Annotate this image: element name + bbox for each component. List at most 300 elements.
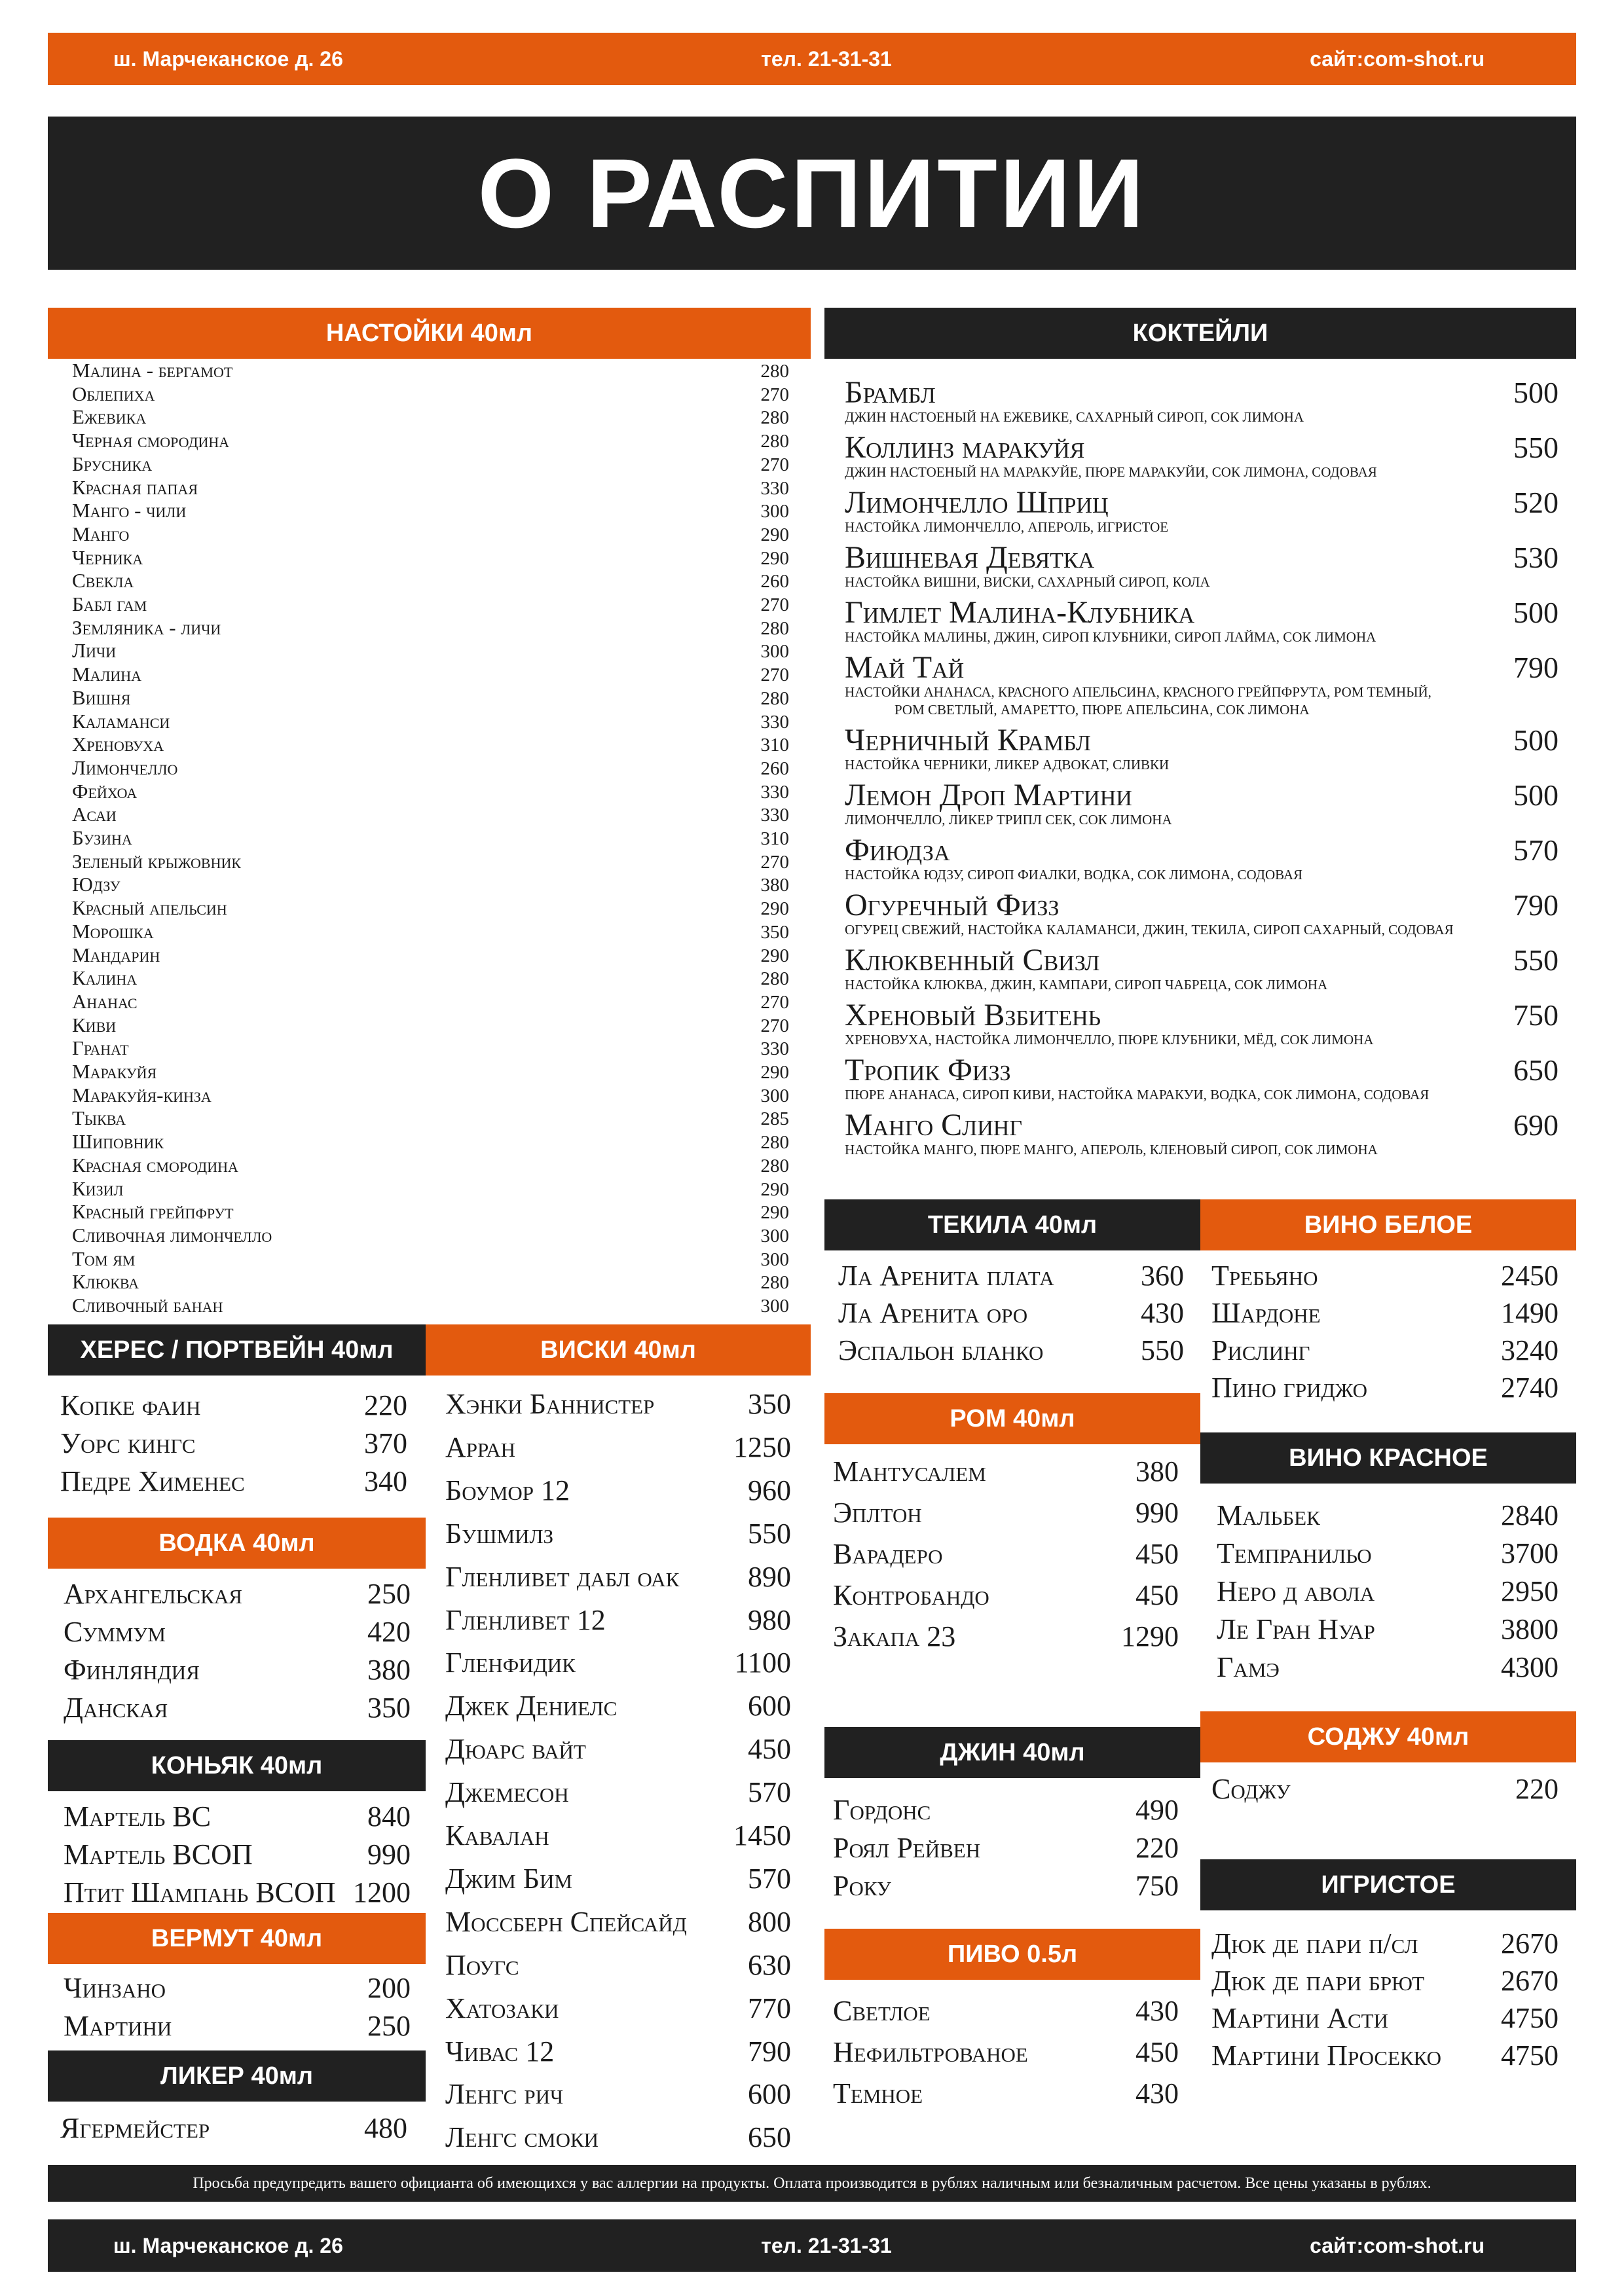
liker-list	[60, 2109, 407, 2155]
item-name: Асаи	[72, 803, 117, 826]
item-price: 350	[748, 1388, 791, 1420]
item-price: 220	[1135, 1832, 1179, 1864]
item-name: Пино гриджо	[1211, 1372, 1368, 1404]
item-name: Бузина	[72, 826, 132, 849]
item-price: 270	[760, 1015, 789, 1036]
menu-item	[64, 1874, 411, 1912]
item-name: Малина	[72, 663, 142, 686]
cocktail-name: Коллинз маракуйя	[845, 430, 1085, 465]
cocktail-price: 690	[1513, 1108, 1559, 1142]
item-name: Маракуйя-кинза	[72, 1083, 212, 1106]
cocktail-description: РОМ СВЕТЛЫЙ, АМАРЕТТО, ПЮРЕ АПЕЛЬСИНА, СОК ЛИМОНА	[895, 702, 1310, 718]
menu-item	[64, 1613, 411, 1651]
site-link[interactable]: сайт:com-shot.ru	[1310, 2233, 1485, 2257]
item-price: 250	[367, 2010, 411, 2042]
menu-item	[838, 1294, 1184, 1332]
item-name: Каламанси	[72, 709, 170, 733]
menu-item	[1217, 1573, 1559, 1611]
item-price: 285	[760, 1108, 789, 1130]
menu-item	[72, 452, 789, 477]
cocktail-name: Тропик Физз	[845, 1053, 1011, 1087]
vermut-list	[64, 1969, 411, 2048]
item-price: 550	[1141, 1334, 1184, 1366]
item-name: Данская	[64, 1692, 168, 1724]
item-name: Ягермейстер	[60, 2112, 210, 2144]
menu-item	[64, 2007, 411, 2045]
menu-item	[72, 803, 789, 828]
menu-item	[833, 1533, 1179, 1575]
menu-item	[72, 522, 789, 547]
item-price: 3700	[1501, 1537, 1559, 1569]
item-price: 1450	[733, 1819, 791, 1851]
item-price: 600	[748, 1690, 791, 1722]
item-name: Личи	[72, 639, 117, 663]
item-name: Педре Хименес	[60, 1465, 245, 1497]
nastoyki-list	[72, 359, 789, 1318]
item-name: Птит Шампань ВСОП	[64, 1876, 336, 1908]
menu-item	[64, 1969, 411, 2007]
menu-item	[72, 616, 789, 641]
menu-item	[72, 990, 789, 1015]
item-price: 800	[748, 1905, 791, 1938]
item-price: 450	[748, 1733, 791, 1766]
item-price: 380	[760, 875, 789, 896]
item-name: Гамэ	[1217, 1651, 1280, 1683]
item-price: 290	[760, 524, 789, 545]
konyak-header: КОНЬЯК 40мл	[48, 1740, 426, 1791]
item-price: 220	[364, 1389, 407, 1421]
menu-item	[72, 1177, 789, 1202]
menu-item	[72, 1224, 789, 1248]
item-name: Мандарин	[72, 943, 160, 966]
item-name: Мартини Просекко	[1211, 2039, 1441, 2071]
item-name: Мартини	[64, 2010, 172, 2042]
item-price: 1250	[733, 1430, 791, 1463]
menu-item	[72, 780, 789, 805]
item-name: Манго	[72, 522, 130, 545]
menu-item	[1217, 1611, 1559, 1649]
cocktail-price: 550	[1513, 943, 1559, 977]
address-text: ш. Марчеканское д. 26	[113, 2233, 343, 2257]
cocktail-price: 750	[1513, 998, 1559, 1032]
menu-item	[72, 499, 789, 524]
tekila-header: ТЕКИЛА 40мл	[824, 1199, 1200, 1250]
cocktail-name: Вишневая Девятка	[845, 540, 1095, 575]
cocktail-name: Май Тай	[845, 650, 965, 685]
menu-item	[445, 1857, 791, 1901]
item-name: Вишня	[72, 685, 131, 709]
menu-item	[445, 1426, 791, 1469]
item-price: 220	[1515, 1773, 1559, 1805]
footer-note-bar	[48, 2165, 1576, 2202]
cocktail-description: ДЖИН НАСТОЕНЫЙ НА МАРАКУЙЕ, ПЮРЕ МАРАКУЙИ, СОК ЛИМОНА, СОДОВАЯ	[845, 464, 1377, 480]
menu-item	[833, 2073, 1179, 2114]
cocktail-description: ДЖИН НАСТОЕНЫЙ НА ЕЖЕВИКЕ, САХАРНЫЙ СИРОП, СОК ЛИМОНА	[845, 409, 1304, 425]
item-price: 270	[760, 665, 789, 686]
item-name: Мантусалем	[833, 1455, 986, 1487]
item-name: Кизил	[72, 1176, 124, 1200]
item-price: 330	[760, 781, 789, 803]
item-price: 280	[760, 1272, 789, 1294]
menu-item	[72, 686, 789, 711]
item-name: Эспальон бланко	[838, 1334, 1044, 1366]
item-name: Кавалан	[445, 1819, 549, 1851]
item-name: Ла Аренита оро	[838, 1297, 1028, 1329]
menu-item	[72, 966, 789, 991]
menu-item	[445, 1944, 791, 1987]
item-price: 360	[1141, 1260, 1184, 1292]
item-name: Мартель ВС	[64, 1800, 212, 1832]
cocktail-name: Манго Слинг	[845, 1108, 1022, 1142]
item-name: Гранат	[72, 1036, 129, 1060]
menu-item	[72, 639, 789, 664]
cocktail-description: ПЮРЕ АНАНАСА, СИРОП КИВИ, НАСТОЙКА МАРАКУИ, ВОДКА, СОК ЛИМОНА, СОДОВАЯ	[845, 1087, 1430, 1102]
item-price: 420	[367, 1616, 411, 1648]
item-price: 4750	[1501, 2039, 1559, 2071]
item-price: 2450	[1501, 1260, 1559, 1292]
menu-item	[1211, 1925, 1559, 1962]
item-price: 750	[1135, 1870, 1179, 1902]
item-name: Контробандо	[833, 1579, 989, 1611]
cocktail-name: Брамбл	[845, 375, 936, 410]
menu-item	[72, 710, 789, 735]
item-name: Красный апельсин	[72, 896, 227, 920]
item-name: Брусника	[72, 452, 153, 475]
dzhin-header: ДЖИН 40мл	[824, 1727, 1200, 1778]
item-name: Лимончелло	[72, 756, 178, 779]
item-price: 250	[367, 1578, 411, 1610]
item-price: 280	[760, 617, 789, 639]
menu-item	[72, 1106, 789, 1131]
viski-header: ВИСКИ 40мл	[426, 1324, 811, 1376]
cocktail-price: 500	[1513, 596, 1559, 629]
cocktail-description: НАСТОЙКА КЛЮКВА, ДЖИН, КАМПАРИ, СИРОП ЧАБРЕЦА, СОК ЛИМОНА	[845, 977, 1328, 993]
item-name: Бабл гам	[72, 592, 147, 615]
item-name: Мартель ВСОП	[64, 1838, 253, 1870]
menu-item	[72, 359, 789, 384]
item-price: 310	[760, 828, 789, 849]
item-name: Варадеро	[833, 1538, 943, 1570]
item-price: 4750	[1501, 2002, 1559, 2034]
item-price: 630	[748, 1948, 791, 1981]
item-name: Джек Дениелс	[445, 1690, 618, 1722]
cocktail-description: НАСТОЙКИ АНАНАСА, КРАСНОГО АПЕЛЬСИНА, КРАСНОГО ГРЕЙПФРУТА, РОМ ТЕМНЫЙ,	[845, 684, 1431, 700]
vermut-header: ВЕРМУТ 40мл	[48, 1913, 426, 1964]
item-price: 290	[760, 1202, 789, 1224]
menu-item	[445, 1641, 791, 1685]
menu-item	[445, 1771, 791, 1814]
pivo-header: ПИВО 0.5л	[824, 1929, 1200, 1980]
item-price: 290	[760, 547, 789, 569]
item-name: Облепиха	[72, 382, 155, 405]
item-price: 330	[760, 477, 789, 499]
menu-item	[1211, 1257, 1559, 1294]
item-name: Арран	[445, 1430, 516, 1463]
item-name: Архангельская	[64, 1578, 242, 1610]
menu-item	[445, 1556, 791, 1599]
item-name: Маракуйя	[72, 1060, 157, 1083]
menu-item	[445, 1599, 791, 1642]
item-name: Черная смородина	[72, 429, 230, 452]
item-price: 550	[748, 1517, 791, 1550]
item-price: 280	[760, 361, 789, 382]
item-price: 2670	[1501, 1965, 1559, 1997]
menu-item	[445, 1512, 791, 1556]
menu-item	[838, 1257, 1184, 1294]
item-name: Требьяно	[1211, 1260, 1318, 1292]
pivo-list	[833, 1990, 1179, 2121]
item-price: 430	[1135, 1995, 1179, 2027]
menu-item	[445, 1901, 791, 1944]
item-name: Суммум	[64, 1616, 166, 1648]
item-price: 2670	[1501, 1927, 1559, 1959]
item-price: 480	[364, 2112, 407, 2144]
item-price: 270	[760, 851, 789, 873]
item-price: 1100	[734, 1647, 791, 1679]
menu-item	[445, 2030, 791, 2073]
item-name: Зеленый крыжовник	[72, 849, 242, 873]
vino-krasnoe-list	[1217, 1497, 1559, 1686]
item-price: 330	[760, 805, 789, 826]
menu-item	[833, 1990, 1179, 2032]
cocktail-name: Хреновый Взбитень	[845, 998, 1101, 1032]
heres-header: ХЕРЕС / ПОРТВЕЙН 40мл	[48, 1324, 426, 1376]
item-price: 350	[367, 1692, 411, 1724]
kokteyli-list	[845, 377, 1559, 1169]
menu-item	[445, 1685, 791, 1728]
item-name: Дюк де пари п/сл	[1211, 1927, 1418, 1959]
menu-item	[64, 1575, 411, 1613]
item-name: Рислинг	[1211, 1334, 1310, 1366]
item-price: 330	[760, 1038, 789, 1060]
site-link[interactable]: сайт:com-shot.ru	[1310, 46, 1485, 71]
menu-item	[445, 2073, 791, 2116]
menu-item	[72, 733, 789, 757]
menu-item	[72, 920, 789, 945]
item-name: Том ям	[72, 1247, 136, 1270]
item-price: 290	[760, 1062, 789, 1083]
menu-item	[72, 1294, 789, 1319]
item-price: 340	[364, 1465, 407, 1497]
vino-beloe-list	[1211, 1257, 1559, 1421]
item-price: 570	[748, 1862, 791, 1895]
cocktail-description: НАСТОЙКА МАНГО, ПЮРЕ МАНГО, АПЕРОЛЬ, КЛЕНОВЫЙ СИРОП, СОК ЛИМОНА	[845, 1142, 1378, 1157]
item-price: 290	[760, 945, 789, 966]
item-price: 1490	[1501, 1297, 1559, 1329]
item-name: Боумор 12	[445, 1474, 570, 1506]
cocktail-price: 530	[1513, 541, 1559, 574]
item-price: 840	[367, 1800, 411, 1832]
cocktail-price: 790	[1513, 888, 1559, 922]
menu-item	[72, 1130, 789, 1155]
menu-item	[64, 1689, 411, 1727]
menu-item	[72, 1247, 789, 1272]
menu-item	[1211, 1294, 1559, 1332]
cocktail-name: Гимлет Малина-Клубника	[845, 595, 1195, 630]
item-name: Морошка	[72, 919, 154, 943]
item-price: 280	[760, 1132, 789, 1154]
item-name: Красный грейпфрут	[72, 1200, 234, 1224]
bottom-info-bar	[48, 2219, 1576, 2272]
menu-item	[833, 1867, 1179, 1905]
menu-item	[1211, 2037, 1559, 2074]
item-price: 790	[748, 2035, 791, 2068]
item-name: Черника	[72, 545, 143, 569]
cocktail-description: НАСТОЙКА ЛИМОНЧЕЛЛО, АПЕРОЛЬ, ИГРИСТОЕ	[845, 519, 1169, 535]
item-price: 960	[748, 1474, 791, 1506]
menu-item	[833, 2032, 1179, 2073]
item-price: 3800	[1501, 1613, 1559, 1645]
menu-item	[72, 896, 789, 921]
menu-item	[60, 1387, 407, 1425]
item-name: Манго - чили	[72, 499, 187, 522]
item-price: 1200	[353, 1876, 411, 1908]
menu-item	[72, 382, 789, 407]
item-name: Шиповник	[72, 1130, 164, 1154]
menu-item	[838, 1332, 1184, 1369]
item-name: Поугс	[445, 1948, 519, 1981]
item-price: 300	[760, 641, 789, 663]
cocktail-price: 520	[1513, 486, 1559, 519]
address-text: ш. Марчеканское д. 26	[113, 46, 343, 71]
item-name: Гордонс	[833, 1794, 931, 1826]
menu-item	[1211, 1962, 1559, 1999]
item-price: 450	[1135, 1538, 1179, 1570]
item-name: Ананас	[72, 989, 138, 1013]
item-price: 650	[748, 2121, 791, 2154]
item-name: Ла Аренита плата	[838, 1260, 1054, 1292]
cocktail-description: НАСТОЙКА ЮДЗУ, СИРОП ФИАЛКИ, ВОДКА, СОК ЛИМОНА, СОДОВАЯ	[845, 867, 1303, 883]
item-name: Красная папая	[72, 475, 198, 499]
menu-item	[833, 1492, 1179, 1533]
cocktail-price: 500	[1513, 376, 1559, 409]
item-price: 380	[1135, 1455, 1179, 1487]
top-info-bar	[48, 33, 1576, 85]
menu-item	[60, 1463, 407, 1501]
menu-item	[72, 1036, 789, 1061]
item-name: Соджу	[1211, 1773, 1291, 1805]
item-price: 370	[364, 1427, 407, 1459]
vodka-list	[64, 1575, 411, 1732]
cocktail-description: НАСТОЙКА ЧЕРНИКИ, ЛИКЕР АДВОКАТ, СЛИВКИ	[845, 757, 1170, 773]
menu-item	[72, 546, 789, 571]
item-price: 450	[1135, 2036, 1179, 2068]
item-name: Калина	[72, 966, 138, 990]
menu-item	[72, 826, 789, 851]
item-name: Киви	[72, 1013, 117, 1036]
item-name: Неро д авола	[1217, 1575, 1375, 1607]
item-name: Хреновуха	[72, 733, 164, 756]
menu-item	[72, 756, 789, 781]
item-price: 300	[760, 501, 789, 522]
item-price: 2950	[1501, 1575, 1559, 1607]
menu-item	[1211, 1999, 1559, 2037]
item-name: Року	[833, 1870, 891, 1902]
menu-item	[72, 1084, 789, 1108]
item-price: 290	[760, 1178, 789, 1200]
item-price: 1290	[1121, 1620, 1179, 1652]
cocktail-price: 570	[1513, 833, 1559, 867]
item-name: Юдзу	[72, 873, 120, 896]
rom-header: РОМ 40мл	[824, 1393, 1200, 1444]
item-name: Уорс кингс	[60, 1427, 196, 1459]
item-price: 300	[760, 1248, 789, 1270]
item-name: Копке фаин	[60, 1389, 201, 1421]
menu-item	[72, 663, 789, 687]
item-price: 260	[760, 571, 789, 592]
item-name: Сливочный банан	[72, 1294, 223, 1317]
item-price: 770	[748, 1992, 791, 2024]
cocktail-description: ЛИМОНЧЕЛЛО, ЛИКЕР ТРИПЛ СЕК, СОК ЛИМОНА	[845, 812, 1172, 828]
item-name: Ленгс рич	[445, 2078, 564, 2111]
viski-list	[445, 1383, 791, 2162]
item-price: 490	[1135, 1794, 1179, 1826]
cocktail-price: 550	[1513, 431, 1559, 464]
item-price: 290	[760, 898, 789, 920]
menu-item	[72, 943, 789, 968]
item-name: Малина - бергамот	[72, 359, 233, 382]
cocktail-name: Клюквенный Свизл	[845, 943, 1100, 977]
menu-item	[72, 873, 789, 898]
menu-item	[445, 1383, 791, 1426]
menu-item	[1211, 1369, 1559, 1406]
item-price: 890	[748, 1560, 791, 1593]
item-price: 280	[760, 407, 789, 429]
item-price: 990	[367, 1838, 411, 1870]
item-price: 380	[367, 1654, 411, 1686]
item-price: 4300	[1501, 1651, 1559, 1683]
menu-item	[833, 1616, 1179, 1657]
menu-item	[60, 2109, 407, 2147]
item-name: Клюква	[72, 1270, 139, 1294]
item-price: 280	[760, 1155, 789, 1176]
menu-item	[64, 1798, 411, 1836]
item-name: Финляндия	[64, 1654, 200, 1686]
menu-item	[1217, 1497, 1559, 1535]
menu-item	[445, 1814, 791, 1857]
item-name: Темпранильо	[1217, 1537, 1372, 1569]
item-name: Гленливет дабл оак	[445, 1560, 680, 1593]
liker-header: ЛИКЕР 40мл	[48, 2050, 426, 2102]
menu-item	[72, 569, 789, 594]
cocktail-description: ХРЕНОВУХА, НАСТОЙКА ЛИМОНЧЕЛЛО, ПЮРЕ КЛУБНИКИ, МЁД, СОК ЛИМОНА	[845, 1032, 1374, 1048]
cocktail-description: ОГУРЕЦ СВЕЖИЙ, НАСТОЙКА КАЛАМАНСИ, ДЖИН, ТЕКИЛА, СИРОП САХАРНЫЙ, СОДОВАЯ	[845, 922, 1454, 938]
menu-item	[445, 1469, 791, 1512]
item-price: 270	[760, 454, 789, 475]
item-price: 270	[760, 384, 789, 405]
igristoe-list	[1211, 1925, 1559, 2088]
vodka-header: ВОДКА 40мл	[48, 1518, 426, 1569]
item-name: Гленфидик	[445, 1647, 576, 1679]
item-price: 990	[1135, 1497, 1179, 1529]
item-name: Красная смородина	[72, 1153, 238, 1176]
item-name: Ле Гран Нуар	[1217, 1613, 1375, 1645]
item-price: 600	[748, 2078, 791, 2111]
kokteyli-header: КОКТЕЙЛИ	[824, 308, 1576, 359]
item-name: Хатозаки	[445, 1992, 559, 2024]
item-name: Сливочная лимончелло	[72, 1223, 272, 1247]
item-name: Фейхоа	[72, 779, 138, 803]
menu-item	[72, 405, 789, 430]
item-name: Свекла	[72, 569, 134, 592]
item-price: 430	[1141, 1297, 1184, 1329]
cocktail-description: НАСТОЙКА ВИШНИ, ВИСКИ, САХАРНЫЙ СИРОП, КОЛА	[845, 574, 1210, 590]
item-name: Нефильтрованое	[833, 2036, 1028, 2068]
menu-item	[833, 1451, 1179, 1492]
item-price: 330	[760, 711, 789, 733]
menu-item	[72, 592, 789, 617]
item-price: 300	[760, 1085, 789, 1106]
